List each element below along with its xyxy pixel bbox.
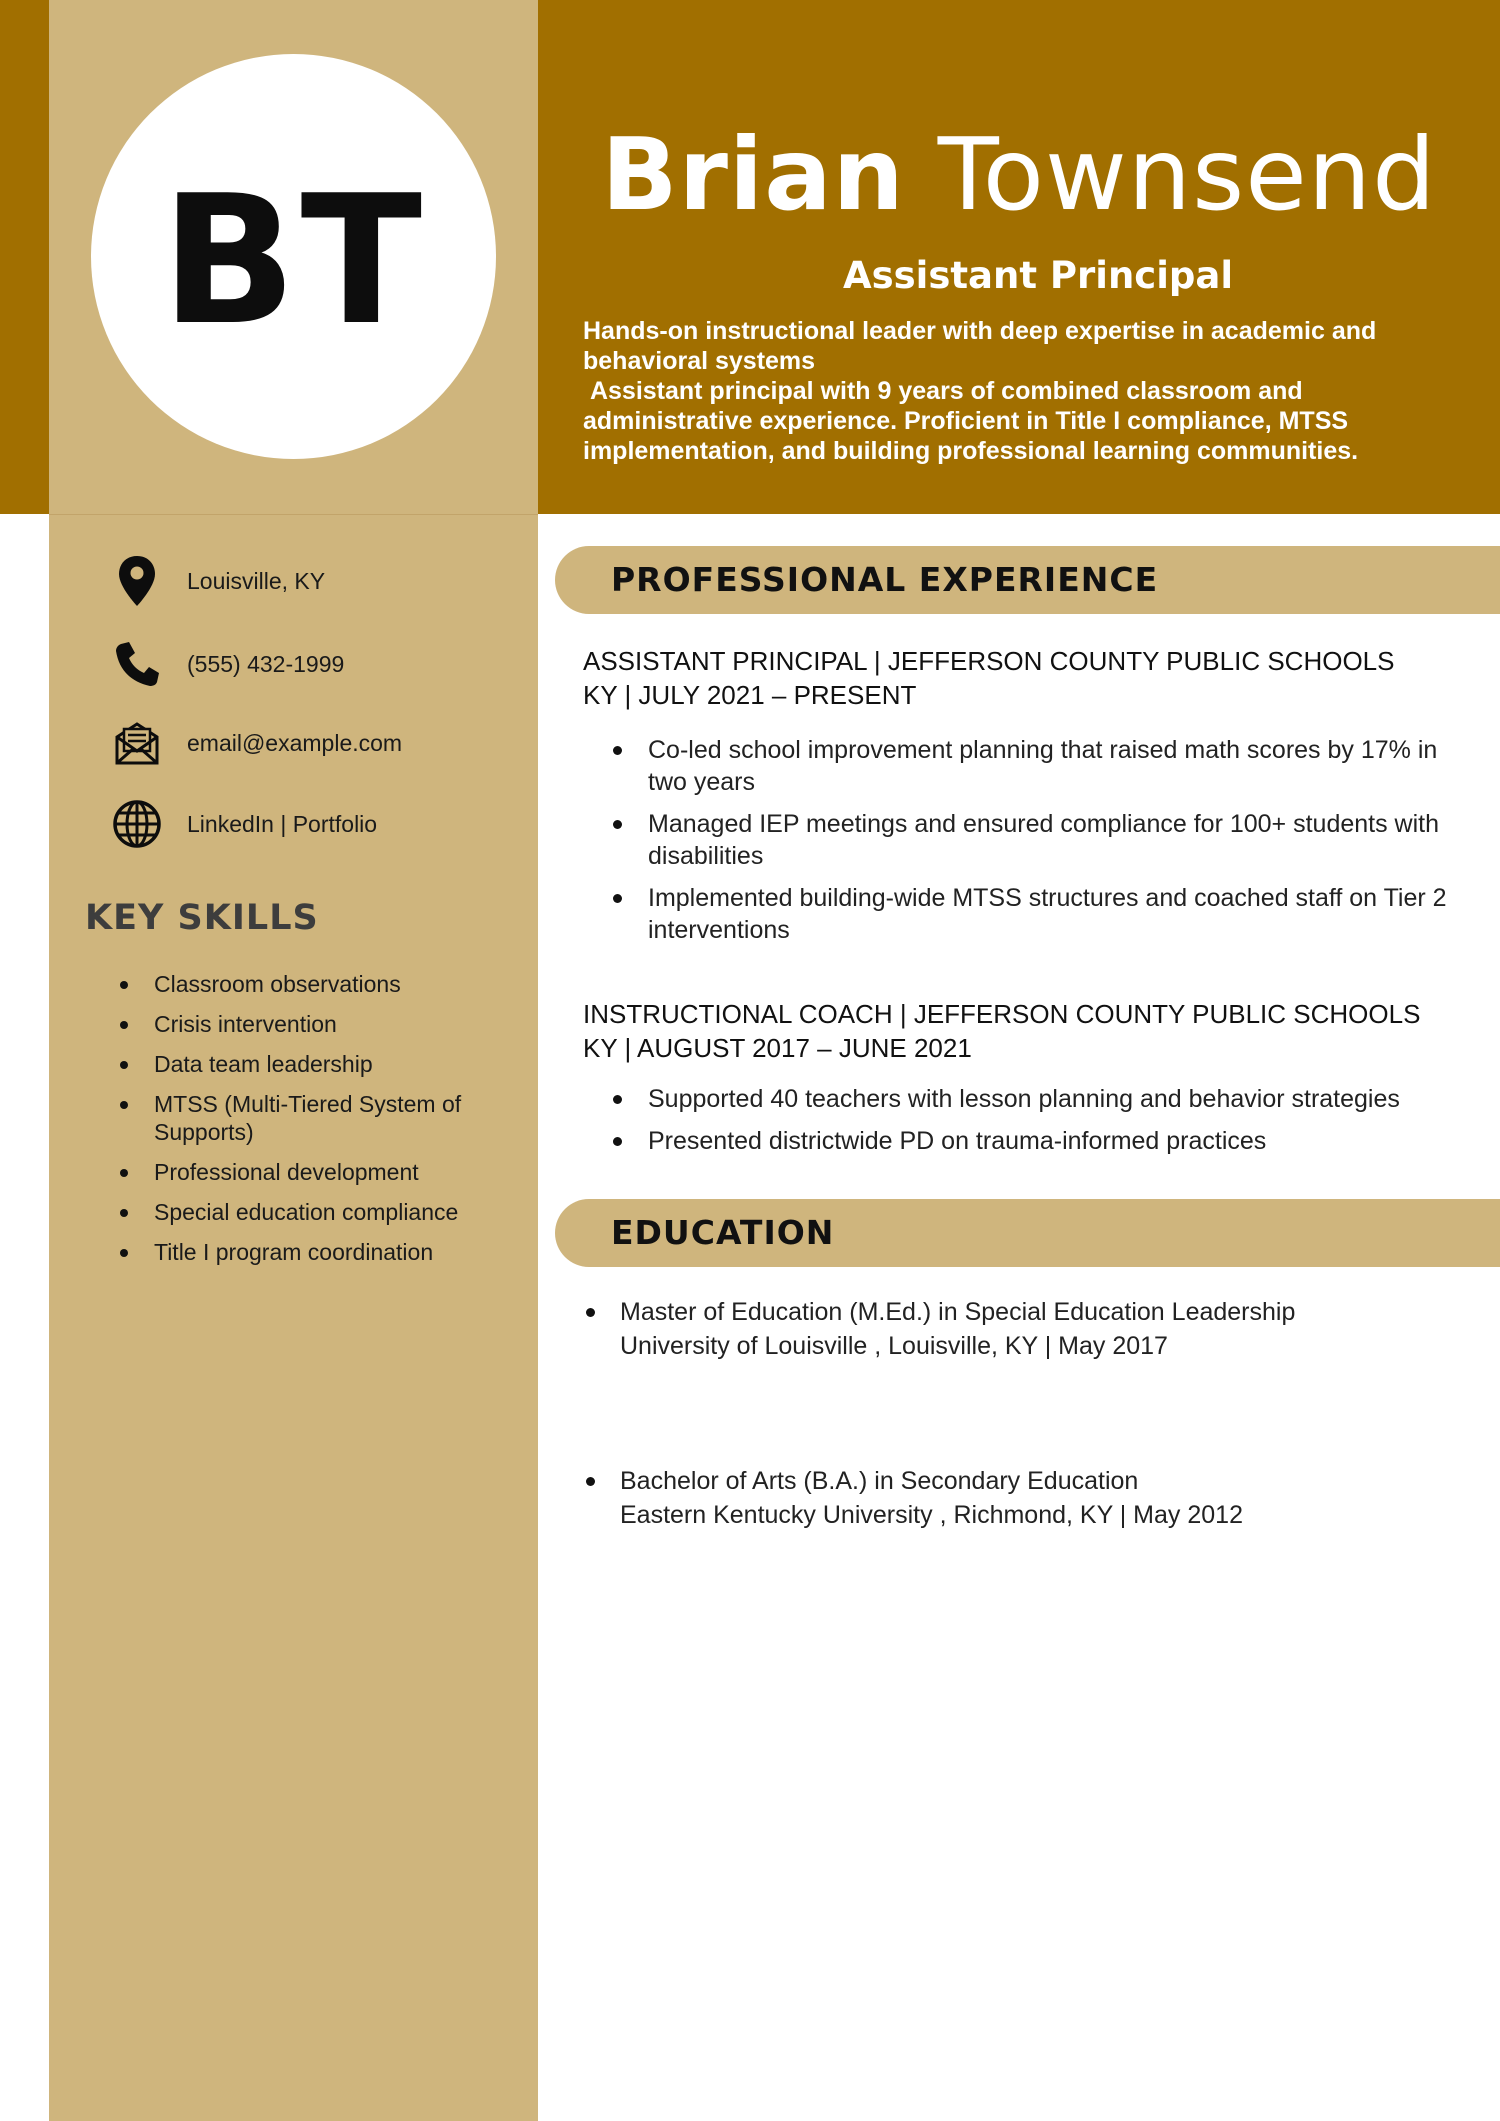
skill-item: Data team leadership <box>118 1050 518 1078</box>
job-bullet: Co-led school improvement planning that raised math scores by 17% in two years <box>583 734 1468 798</box>
job-meta: KY | AUGUST 2017 – JUNE 2021 <box>583 1033 972 1063</box>
skills-list <box>118 970 518 1278</box>
contact-links <box>110 797 377 851</box>
map-pin-icon <box>110 554 164 608</box>
degree: Bachelor of Arts (B.A.) in Secondary Education <box>620 1467 1139 1495</box>
job-entry <box>583 644 1483 956</box>
contact-email <box>110 716 402 770</box>
location-text: Louisville, KY <box>187 567 326 594</box>
phone-text: (555) 432-1999 <box>187 650 345 677</box>
experience-heading: PROFESSIONAL EXPERIENCE <box>611 560 1159 599</box>
sidebar-divider <box>49 514 538 515</box>
job-role: Assistant Principal <box>842 254 1234 297</box>
skill-item: Professional development <box>118 1158 518 1186</box>
links-text[interactable]: LinkedIn | Portfolio <box>187 810 378 837</box>
skills-heading: KEY SKILLS <box>85 898 319 938</box>
monogram-badge <box>91 54 496 459</box>
candidate-name <box>538 116 1500 233</box>
job-bullets <box>583 1083 1483 1157</box>
job-title: INSTRUCTIONAL COACH | JEFFERSON COUNTY PUBLIC SCHOOLS <box>583 999 1421 1029</box>
education-item <box>583 1295 1483 1363</box>
skill-item: MTSS (Multi-Tiered System of Supports) <box>118 1090 518 1146</box>
summary-line: Hands-on instructional leader with deep expertise in academic and behavioral systems <box>583 317 1384 375</box>
degree: Master of Education (M.Ed.) in Special Education Leadership <box>620 1298 1296 1326</box>
skill-item: Title I program coordination <box>118 1238 518 1266</box>
phone-icon <box>110 637 164 691</box>
skill-item: Special education compliance <box>118 1198 518 1226</box>
monogram-text: BT <box>160 157 427 364</box>
job-bullet: Presented districtwide PD on trauma-informed practices <box>583 1125 1468 1157</box>
job-bullet: Implemented building-wide MTSS structures and coached staff on Tier 2 interventions <box>583 882 1468 946</box>
education-section-bar <box>555 1199 1500 1267</box>
contact-phone <box>110 637 344 691</box>
skill-item: Classroom observations <box>118 970 518 998</box>
envelope-icon <box>110 716 164 770</box>
first-name: Brian <box>601 116 905 233</box>
globe-icon <box>110 797 164 851</box>
job-bullet: Managed IEP meetings and ensured compliance for 100+ students with disabilities <box>583 808 1468 872</box>
school: University of Louisville , Louisville, KY | May 2017 <box>620 1332 1168 1360</box>
summary-line: Assistant principal with 9 years of combined classroom and administrative experience. Proficient in Title I compliance, MTSS implementation, and building professional learning communities. <box>583 377 1359 465</box>
experience-section-bar <box>555 546 1500 614</box>
job-bullet: Supported 40 teachers with lesson planning and behavior strategies <box>583 1083 1500 1115</box>
job-title: ASSISTANT PRINCIPAL | JEFFERSON COUNTY PUBLIC SCHOOLS <box>583 646 1395 676</box>
job-bullets <box>583 734 1483 946</box>
job-meta: KY | JULY 2021 – PRESENT <box>583 680 917 710</box>
job-entry <box>583 997 1483 1167</box>
school: Eastern Kentucky University , Richmond, KY | May 2012 <box>620 1501 1243 1529</box>
email-text: email@example.com <box>187 729 403 756</box>
skill-item: Crisis intervention <box>118 1010 518 1038</box>
education-item <box>583 1464 1483 1532</box>
education-entry <box>583 1464 1483 1532</box>
education-heading: EDUCATION <box>611 1213 835 1252</box>
contact-location <box>110 554 325 608</box>
summary <box>583 316 1463 466</box>
last-name: Townsend <box>937 116 1437 233</box>
education-entry <box>583 1295 1483 1363</box>
